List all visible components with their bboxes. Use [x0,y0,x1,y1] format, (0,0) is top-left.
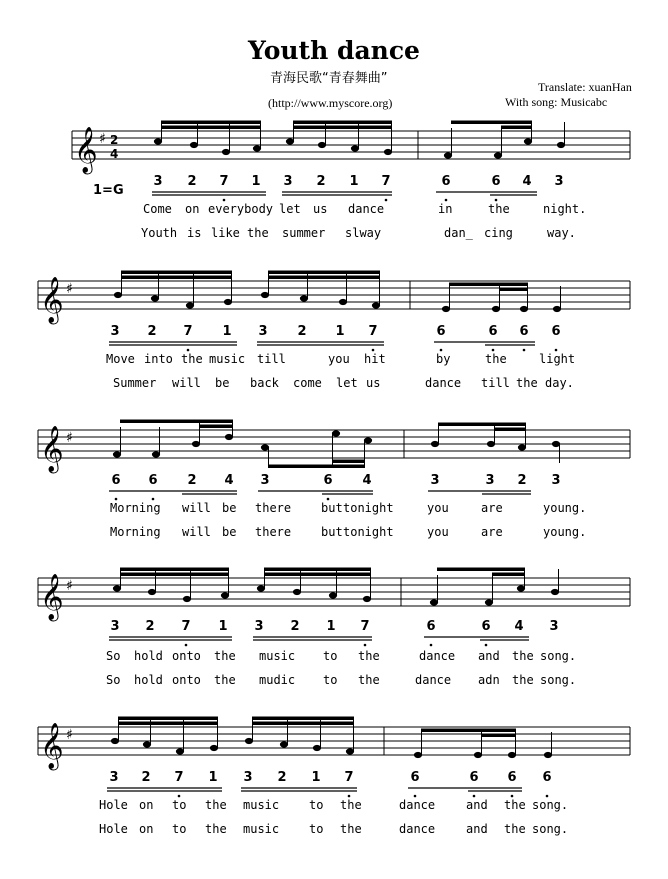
lyric-word: song. [532,798,569,812]
jianpu-note: 1 [335,324,345,339]
sharp-icon: ♯ [66,281,73,297]
lyric-word: on [139,798,154,812]
lyric-word: be [222,501,237,515]
jianpu-note: 6 [148,473,158,488]
lyric-word: music [209,352,246,366]
jianpu-note: 6 [542,770,552,785]
lyric-word: Youth [141,226,178,240]
lyric-word: light [539,352,576,366]
lyric-word: dance [399,798,436,812]
jianpu-note: 7 [183,324,193,339]
lyric-word: will [182,501,211,515]
lyric-word: dance [415,673,452,687]
jianpu-note: 7 [344,770,354,785]
lyric-word: mudic [259,673,296,687]
jianpu-note: 2 [297,324,307,339]
lyric-word: back [250,376,279,390]
lyric-word: young. [543,525,587,539]
treble-clef-icon: 𝄞 [74,127,98,173]
jianpu-note: 3 [258,324,268,339]
jianpu-note: 1 [208,770,218,785]
lyric-word: the [516,376,538,390]
lyric-word: on [139,822,154,836]
jianpu-note: 6 [469,770,479,785]
jianpu-note: 3 [243,770,253,785]
lyric-word: song. [532,822,569,836]
lyric-word: the [485,352,507,366]
lyric-word: the [512,649,534,663]
jianpu-note: 6 [488,324,498,339]
jianpu-note: 7 [174,770,184,785]
lyric-word: to [309,822,324,836]
lyric-word: Move [106,352,135,366]
lyric-word: night. [543,202,587,216]
lyric-word: and [478,649,500,663]
lyric-word: be [222,525,237,539]
jianpu-note: 7 [181,619,191,634]
lyric-word: but [321,525,343,539]
jianpu-note: 3 [153,174,163,189]
source-url: (http://www.myscore.org) [268,96,393,110]
jianpu-note: 2 [316,174,326,189]
lyric-word: the [504,798,526,812]
lyric-word: are [481,501,503,515]
lyric-word: come [293,376,322,390]
lyric-word: onto [172,673,201,687]
jianpu-note: 3 [551,473,561,488]
lyric-word: the [488,202,510,216]
lyric-word: the [214,649,236,663]
lyric-word: and [466,822,488,836]
lyric-word: on [185,202,200,216]
lyric-word: Morning [110,525,161,539]
jianpu-note: 2 [187,473,197,488]
score-system-3 [0,415,668,560]
lyric-word: will [182,525,211,539]
lyric-word: song. [540,673,577,687]
jianpu-note: 6 [507,770,517,785]
jianpu-note: 3 [109,770,119,785]
lyric-word: the [181,352,203,366]
lyric-word: young. [543,501,587,515]
lyric-word: dance [425,376,462,390]
jianpu-note: 4 [362,473,372,488]
jianpu-note: 6 [436,324,446,339]
lyric-word: to [172,822,187,836]
lyric-word: the [358,649,380,663]
jianpu-note: 2 [277,770,287,785]
song-title: Youth dance [248,36,420,65]
jianpu-note: 3 [485,473,495,488]
jianpu-note: 7 [368,324,378,339]
lyric-word: in [438,202,453,216]
jianpu-note: 3 [430,473,440,488]
jianpu-note: 6 [481,619,491,634]
lyric-word: onto [172,649,201,663]
jianpu-note: 1 [311,770,321,785]
jianpu-note: 4 [522,174,532,189]
lyric-word: to [323,649,338,663]
jianpu-note: 3 [110,619,120,634]
jianpu-note: 6 [426,619,436,634]
jianpu-note: 3 [283,174,293,189]
lyric-word: hold [134,673,163,687]
treble-clef-icon: 𝄞 [40,574,64,620]
treble-clef-icon: 𝄞 [40,723,64,769]
score-system-1 [0,116,668,261]
jianpu-note: 6 [519,324,529,339]
lyric-word: there [255,525,292,539]
jianpu-note: 2 [145,619,155,634]
jianpu-note: 7 [381,174,391,189]
lyric-word: there [255,501,292,515]
lyric-word: music [243,822,280,836]
lyric-word: till [257,352,286,366]
jianpu-note: 2 [141,770,151,785]
sharp-icon: ♯ [99,131,106,147]
jianpu-note: 2 [290,619,300,634]
jianpu-note: 4 [224,473,234,488]
lyric-word: to [323,673,338,687]
lyric-word: are [481,525,503,539]
lyric-word: into [144,352,173,366]
jianpu-note: 6 [441,174,451,189]
jianpu-note: 3 [110,324,120,339]
lyric-word: the [340,798,362,812]
lyric-word: the [247,226,269,240]
treble-clef-icon: 𝄞 [40,277,64,323]
score-system-2 [0,266,668,411]
lyric-word: So [106,649,121,663]
lyric-word: let [336,376,358,390]
lyric-word: dan_ [444,226,473,240]
lyric-word: way. [547,226,576,240]
lyric-word: be [215,376,230,390]
lyric-word: the [214,673,236,687]
lyric-word: hold [134,649,163,663]
jianpu-note: 4 [514,619,524,634]
sharp-icon: ♯ [66,430,73,446]
jianpu-note: 1 [326,619,336,634]
jianpu-note: 3 [549,619,559,634]
lyric-word: Hole [99,822,128,836]
jianpu-note: 6 [410,770,420,785]
lyric-word: the [512,673,534,687]
jianpu-note: 1 [218,619,228,634]
lyric-word: you [427,501,449,515]
key-signature: 1=G [93,183,124,198]
sharp-icon: ♯ [66,578,73,594]
jianpu-note: 1 [222,324,232,339]
lyric-word: dance [419,649,456,663]
lyric-word: cing [484,226,513,240]
lyric-word: summer [282,226,326,240]
lyric-word: Come [143,202,172,216]
treble-clef-icon: 𝄞 [40,426,64,472]
lyric-word: the [205,822,227,836]
chinese-subtitle: 青海民歌“青春舞曲” [270,71,388,86]
lyric-word: to [172,798,187,812]
lyric-word: adn [478,673,500,687]
jianpu-note: 3 [554,174,564,189]
sharp-icon: ♯ [66,727,73,743]
lyric-word: the [340,822,362,836]
lyric-word: by [436,352,451,366]
score-system-4 [0,563,668,708]
lyric-word: music [243,798,280,812]
lyric-word: the [504,822,526,836]
jianpu-note: 2 [517,473,527,488]
score-system-5 [0,712,668,857]
lyric-word: slway [345,226,382,240]
lyric-word: us [366,376,381,390]
lyric-word: So [106,673,121,687]
jianpu-note: 6 [551,324,561,339]
jianpu-note: 6 [111,473,121,488]
lyric-word: tonight [343,501,394,515]
lyric-word: Morning [110,501,161,515]
lyric-word: day. [545,376,574,390]
lyric-word: dance [348,202,385,216]
lyric-word: you [427,525,449,539]
jianpu-note: 2 [187,174,197,189]
time-sig-bottom: 4 [110,147,119,161]
lyric-word: tonight [343,525,394,539]
lyric-word: the [358,673,380,687]
lyric-word: Hole [99,798,128,812]
lyric-word: to [309,798,324,812]
jianpu-note: 3 [260,473,270,488]
lyric-word: the [205,798,227,812]
jianpu-note: 6 [491,174,501,189]
time-sig-top: 2 [110,133,119,147]
lyric-word: you [328,352,350,366]
lyric-word: but [321,501,343,515]
lyric-word: everybody [208,202,274,216]
jianpu-note: 1 [349,174,359,189]
lyric-word: music [259,649,296,663]
jianpu-note: 1 [251,174,261,189]
lyric-word: is [187,226,202,240]
lyric-word: Summer [113,376,157,390]
lyric-word: like [211,226,240,240]
lyric-word: will [172,376,201,390]
lyric-word: let [279,202,301,216]
lyric-word: dance [399,822,436,836]
translator-credit: Translate: xuanHan [538,80,632,94]
lyric-word: song. [540,649,577,663]
lyric-word: and [466,798,488,812]
lyric-word: till [481,376,510,390]
jianpu-note: 6 [323,473,333,488]
jianpu-note: 7 [219,174,229,189]
jianpu-note: 7 [360,619,370,634]
lyric-word: hit [364,352,386,366]
lyric-word: us [313,202,328,216]
with-song-credit: With song: Musicabc [505,95,608,109]
jianpu-note: 2 [147,324,157,339]
jianpu-note: 3 [254,619,264,634]
